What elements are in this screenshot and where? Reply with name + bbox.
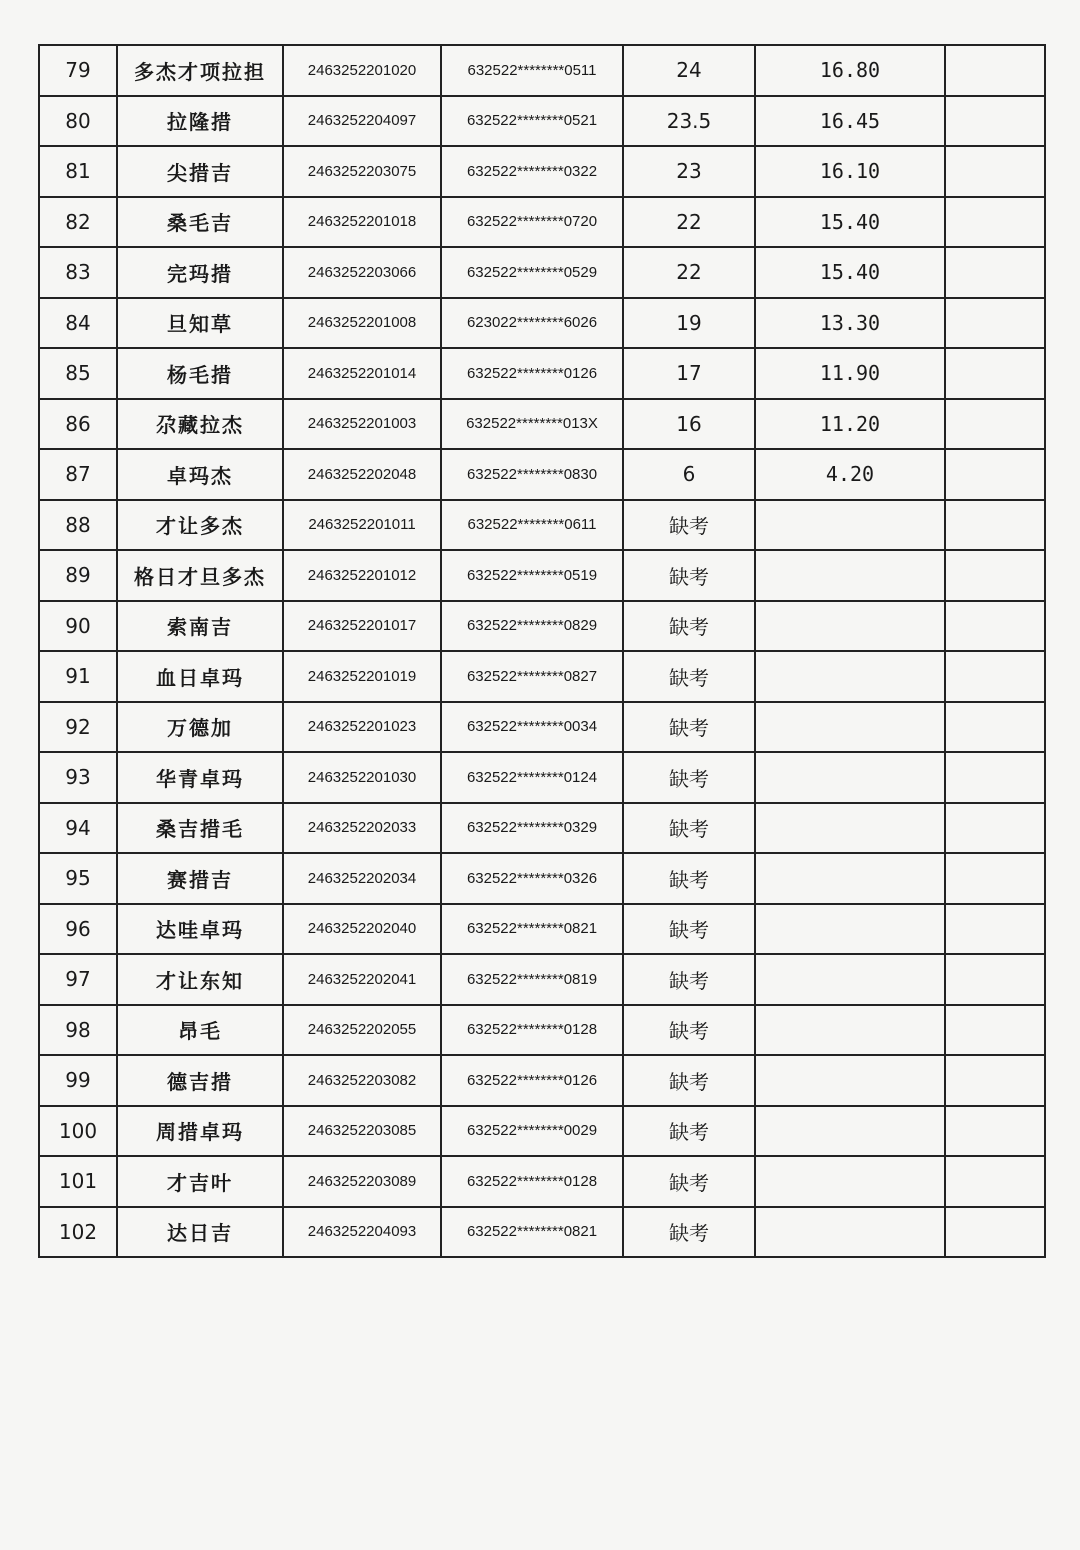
remarks-cell	[945, 146, 1045, 197]
remarks-cell	[945, 247, 1045, 298]
table-row	[39, 752, 1045, 803]
candidate-name: 才让东知	[117, 954, 283, 1005]
table-row	[39, 449, 1045, 500]
remarks-cell	[945, 651, 1045, 702]
candidate-name: 卓玛杰	[117, 449, 283, 500]
admission-ticket-number: 2463252201003	[283, 399, 441, 450]
remarks-cell	[945, 702, 1045, 753]
id-card-number: 632522********0829	[441, 601, 623, 652]
written-score: 6	[623, 449, 755, 500]
converted-score	[755, 500, 945, 551]
written-score: 缺考	[623, 904, 755, 955]
written-score: 缺考	[623, 954, 755, 1005]
remarks-cell	[945, 1005, 1045, 1056]
candidate-name: 桑吉措毛	[117, 803, 283, 854]
row-number: 95	[39, 853, 117, 904]
admission-ticket-number: 2463252201018	[283, 197, 441, 248]
id-card-number: 632522********0821	[441, 1207, 623, 1258]
candidate-name: 昂毛	[117, 1005, 283, 1056]
id-card-number: 632522********0511	[441, 45, 623, 96]
row-number: 96	[39, 904, 117, 955]
table-row	[39, 500, 1045, 551]
admission-ticket-number: 2463252203085	[283, 1106, 441, 1157]
table-row	[39, 803, 1045, 854]
table-row	[39, 1156, 1045, 1207]
written-score: 缺考	[623, 1207, 755, 1258]
row-number: 99	[39, 1055, 117, 1106]
remarks-cell	[945, 550, 1045, 601]
id-card-number: 632522********0830	[441, 449, 623, 500]
table-row	[39, 146, 1045, 197]
candidate-name: 旦知草	[117, 298, 283, 349]
row-number: 79	[39, 45, 117, 96]
remarks-cell	[945, 197, 1045, 248]
table-row	[39, 298, 1045, 349]
score-table	[38, 44, 1046, 1258]
converted-score	[755, 803, 945, 854]
id-card-number: 632522********0322	[441, 146, 623, 197]
candidate-name: 万德加	[117, 702, 283, 753]
table-row	[39, 702, 1045, 753]
admission-ticket-number: 2463252202040	[283, 904, 441, 955]
converted-score	[755, 1055, 945, 1106]
converted-score: 11.90	[755, 348, 945, 399]
remarks-cell	[945, 601, 1045, 652]
admission-ticket-number: 2463252201008	[283, 298, 441, 349]
admission-ticket-number: 2463252202034	[283, 853, 441, 904]
candidate-name: 拉隆措	[117, 96, 283, 147]
remarks-cell	[945, 96, 1045, 147]
row-number: 85	[39, 348, 117, 399]
admission-ticket-number: 2463252204097	[283, 96, 441, 147]
written-score: 缺考	[623, 702, 755, 753]
candidate-name: 才吉叶	[117, 1156, 283, 1207]
table-row	[39, 1005, 1045, 1056]
id-card-number: 632522********013X	[441, 399, 623, 450]
converted-score: 11.20	[755, 399, 945, 450]
id-card-number: 632522********0611	[441, 500, 623, 551]
admission-ticket-number: 2463252202055	[283, 1005, 441, 1056]
converted-score	[755, 1207, 945, 1258]
written-score: 22	[623, 247, 755, 298]
admission-ticket-number: 2463252202048	[283, 449, 441, 500]
id-card-number: 632522********0034	[441, 702, 623, 753]
row-number: 100	[39, 1106, 117, 1157]
admission-ticket-number: 2463252201012	[283, 550, 441, 601]
written-score: 24	[623, 45, 755, 96]
candidate-name: 赛措吉	[117, 853, 283, 904]
remarks-cell	[945, 1156, 1045, 1207]
id-card-number: 632522********0124	[441, 752, 623, 803]
candidate-name: 尕藏拉杰	[117, 399, 283, 450]
id-card-number: 632522********0521	[441, 96, 623, 147]
written-score: 16	[623, 399, 755, 450]
admission-ticket-number: 2463252202041	[283, 954, 441, 1005]
remarks-cell	[945, 45, 1045, 96]
written-score: 缺考	[623, 1005, 755, 1056]
admission-ticket-number: 2463252201017	[283, 601, 441, 652]
admission-ticket-number: 2463252201019	[283, 651, 441, 702]
row-number: 81	[39, 146, 117, 197]
candidate-name: 多杰才项拉担	[117, 45, 283, 96]
candidate-name: 格日才旦多杰	[117, 550, 283, 601]
table-row	[39, 651, 1045, 702]
admission-ticket-number: 2463252203075	[283, 146, 441, 197]
remarks-cell	[945, 954, 1045, 1005]
written-score: 缺考	[623, 601, 755, 652]
candidate-name: 完玛措	[117, 247, 283, 298]
admission-ticket-number: 2463252201011	[283, 500, 441, 551]
converted-score	[755, 904, 945, 955]
row-number: 102	[39, 1207, 117, 1258]
remarks-cell	[945, 298, 1045, 349]
written-score: 缺考	[623, 803, 755, 854]
row-number: 89	[39, 550, 117, 601]
converted-score: 13.30	[755, 298, 945, 349]
table-row	[39, 954, 1045, 1005]
table-row	[39, 348, 1045, 399]
converted-score	[755, 1106, 945, 1157]
id-card-number: 632522********0128	[441, 1005, 623, 1056]
id-card-number: 623022********6026	[441, 298, 623, 349]
id-card-number: 632522********0128	[441, 1156, 623, 1207]
row-number: 84	[39, 298, 117, 349]
written-score: 23.5	[623, 96, 755, 147]
converted-score	[755, 550, 945, 601]
remarks-cell	[945, 1106, 1045, 1157]
remarks-cell	[945, 500, 1045, 551]
remarks-cell	[945, 1055, 1045, 1106]
written-score: 22	[623, 197, 755, 248]
table-row	[39, 45, 1045, 96]
remarks-cell	[945, 803, 1045, 854]
admission-ticket-number: 2463252202033	[283, 803, 441, 854]
row-number: 94	[39, 803, 117, 854]
row-number: 93	[39, 752, 117, 803]
candidate-name: 德吉措	[117, 1055, 283, 1106]
table-row	[39, 601, 1045, 652]
written-score: 缺考	[623, 550, 755, 601]
converted-score: 16.10	[755, 146, 945, 197]
converted-score: 16.45	[755, 96, 945, 147]
row-number: 87	[39, 449, 117, 500]
remarks-cell	[945, 449, 1045, 500]
written-score: 17	[623, 348, 755, 399]
remarks-cell	[945, 348, 1045, 399]
id-card-number: 632522********0720	[441, 197, 623, 248]
id-card-number: 632522********0126	[441, 1055, 623, 1106]
remarks-cell	[945, 1207, 1045, 1258]
candidate-name: 血日卓玛	[117, 651, 283, 702]
remarks-cell	[945, 752, 1045, 803]
written-score: 19	[623, 298, 755, 349]
id-card-number: 632522********0519	[441, 550, 623, 601]
row-number: 98	[39, 1005, 117, 1056]
table-row	[39, 853, 1045, 904]
admission-ticket-number: 2463252203089	[283, 1156, 441, 1207]
table-row	[39, 550, 1045, 601]
candidate-name: 桑毛吉	[117, 197, 283, 248]
row-number: 83	[39, 247, 117, 298]
candidate-name: 达日吉	[117, 1207, 283, 1258]
table-row	[39, 1207, 1045, 1258]
written-score: 缺考	[623, 853, 755, 904]
converted-score	[755, 1156, 945, 1207]
written-score: 缺考	[623, 1156, 755, 1207]
converted-score	[755, 601, 945, 652]
converted-score: 15.40	[755, 247, 945, 298]
converted-score	[755, 651, 945, 702]
remarks-cell	[945, 399, 1045, 450]
remarks-cell	[945, 904, 1045, 955]
table-row	[39, 904, 1045, 955]
row-number: 92	[39, 702, 117, 753]
written-score: 缺考	[623, 752, 755, 803]
written-score: 缺考	[623, 1106, 755, 1157]
row-number: 97	[39, 954, 117, 1005]
admission-ticket-number: 2463252203066	[283, 247, 441, 298]
written-score: 缺考	[623, 651, 755, 702]
row-number: 90	[39, 601, 117, 652]
admission-ticket-number: 2463252204093	[283, 1207, 441, 1258]
candidate-name: 杨毛措	[117, 348, 283, 399]
candidate-name: 尖措吉	[117, 146, 283, 197]
id-card-number: 632522********0529	[441, 247, 623, 298]
admission-ticket-number: 2463252201020	[283, 45, 441, 96]
id-card-number: 632522********0827	[441, 651, 623, 702]
converted-score: 15.40	[755, 197, 945, 248]
table-row	[39, 96, 1045, 147]
converted-score	[755, 702, 945, 753]
written-score: 缺考	[623, 500, 755, 551]
row-number: 91	[39, 651, 117, 702]
admission-ticket-number: 2463252201023	[283, 702, 441, 753]
candidate-name: 才让多杰	[117, 500, 283, 551]
admission-ticket-number: 2463252203082	[283, 1055, 441, 1106]
id-card-number: 632522********0326	[441, 853, 623, 904]
table-row	[39, 247, 1045, 298]
id-card-number: 632522********0126	[441, 348, 623, 399]
table-row	[39, 1055, 1045, 1106]
converted-score	[755, 853, 945, 904]
id-card-number: 632522********0819	[441, 954, 623, 1005]
written-score: 23	[623, 146, 755, 197]
table-row	[39, 1106, 1045, 1157]
table-row	[39, 399, 1045, 450]
row-number: 101	[39, 1156, 117, 1207]
converted-score: 4.20	[755, 449, 945, 500]
row-number: 88	[39, 500, 117, 551]
remarks-cell	[945, 853, 1045, 904]
admission-ticket-number: 2463252201014	[283, 348, 441, 399]
candidate-name: 华青卓玛	[117, 752, 283, 803]
candidate-name: 达哇卓玛	[117, 904, 283, 955]
id-card-number: 632522********0821	[441, 904, 623, 955]
id-card-number: 632522********0329	[441, 803, 623, 854]
converted-score: 16.80	[755, 45, 945, 96]
score-table-body	[39, 45, 1045, 1257]
table-row	[39, 197, 1045, 248]
row-number: 82	[39, 197, 117, 248]
id-card-number: 632522********0029	[441, 1106, 623, 1157]
converted-score	[755, 1005, 945, 1056]
written-score: 缺考	[623, 1055, 755, 1106]
row-number: 86	[39, 399, 117, 450]
row-number: 80	[39, 96, 117, 147]
admission-ticket-number: 2463252201030	[283, 752, 441, 803]
converted-score	[755, 954, 945, 1005]
candidate-name: 索南吉	[117, 601, 283, 652]
converted-score	[755, 752, 945, 803]
candidate-name: 周措卓玛	[117, 1106, 283, 1157]
